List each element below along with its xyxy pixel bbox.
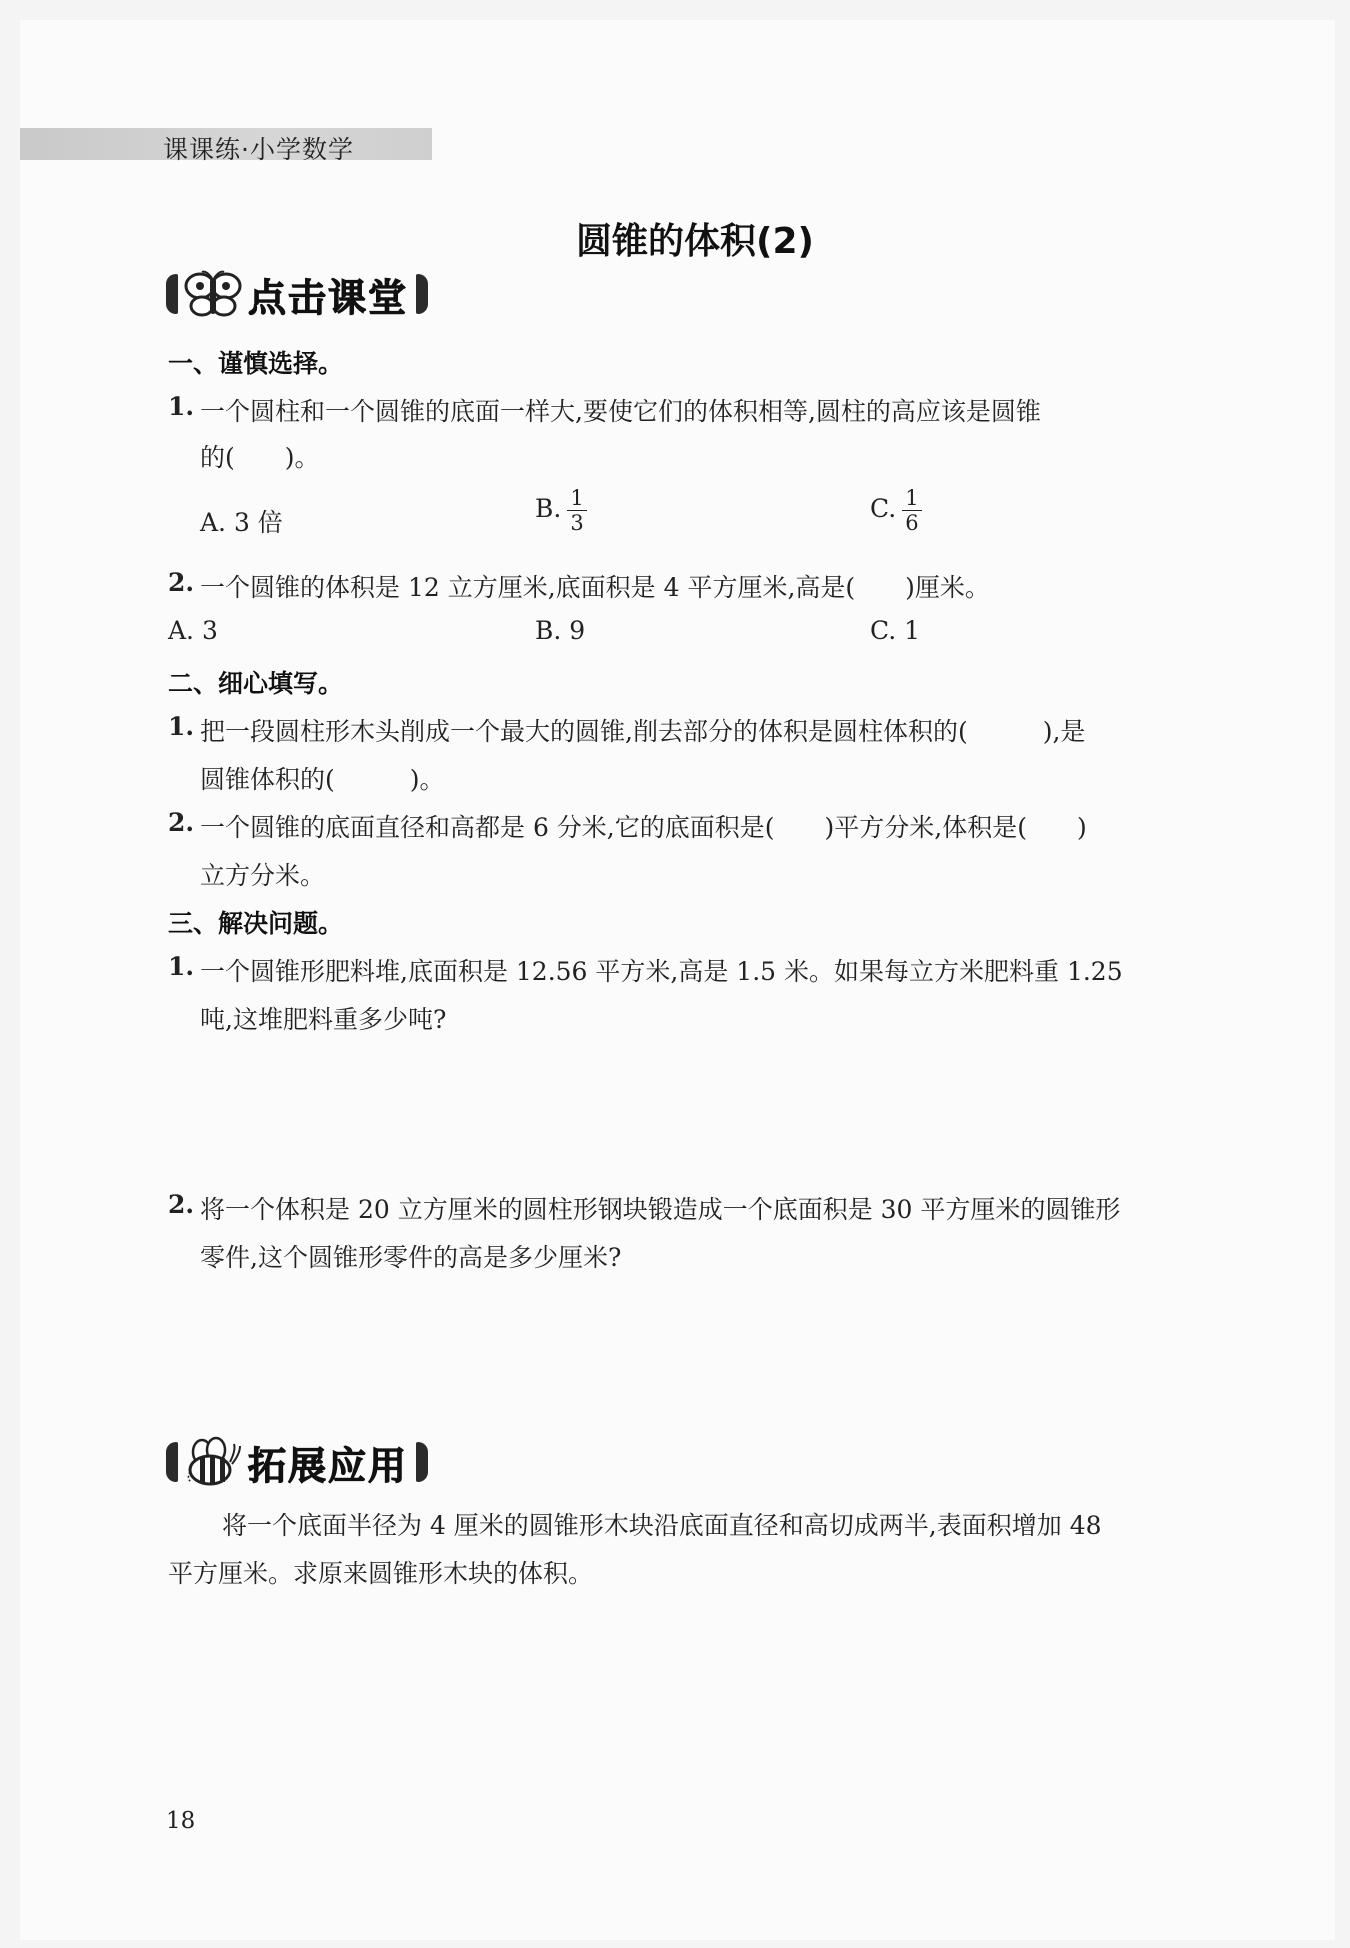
section-heading-fill: 二、细心填写。 — [168, 669, 344, 698]
extension-text-line2: 平方厘米。求原来圆锥形木块的体积。 — [168, 1559, 594, 1588]
q3-2-text-line1: 将一个体积是 20 立方厘米的圆柱形钢块锻造成一个底面积是 30 平方厘米的圆锥形 — [200, 1195, 1121, 1224]
banner-cap-left — [166, 274, 178, 314]
q1-1-option-b-fraction — [567, 486, 586, 535]
q1-2-number: 2. — [168, 568, 195, 597]
page-title: 圆锥的体积(2) — [576, 221, 814, 262]
fraction-numerator: 1 — [902, 486, 921, 511]
q3-2-text-line2: 零件,这个圆锥形零件的高是多少厘米? — [200, 1243, 622, 1272]
q1-1-option-a: A. 3 倍 — [200, 508, 283, 537]
butterfly-icon — [178, 268, 248, 320]
bee-icon — [178, 1436, 248, 1488]
q3-1-number: 1. — [168, 952, 195, 981]
q1-2-option-b: B. 9 — [535, 616, 586, 645]
q2-2-number: 2. — [168, 808, 195, 837]
q1-2-option-c: C. 1 — [870, 616, 921, 645]
banner-classroom-label: 点击课堂 — [248, 275, 409, 320]
q1-2-text-line1: 一个圆锥的体积是 12 立方厘米,底面积是 4 平方厘米,高是( )厘米。 — [200, 573, 990, 602]
section-heading-problems: 三、解决问题。 — [168, 909, 344, 938]
section-heading-choice: 一、谨慎选择。 — [168, 349, 344, 378]
book-title: 课课练·小学数学 — [163, 135, 354, 164]
q1-1-option-b-prefix: B. — [535, 494, 562, 523]
fraction-denominator: 6 — [905, 511, 919, 535]
banner-extension — [166, 1436, 428, 1488]
extension-text-line1: 将一个底面半径为 4 厘米的圆锥形木块沿底面直径和高切成两半,表面积增加 48 — [222, 1511, 1102, 1540]
q3-1-text-line2: 吨,这堆肥料重多少吨? — [200, 1005, 447, 1034]
banner-cap-right — [416, 1442, 428, 1482]
fraction-numerator: 1 — [567, 486, 586, 511]
q1-1-option-c-fraction — [902, 486, 921, 535]
q3-1-text-line1: 一个圆锥形肥料堆,底面积是 12.56 平方米,高是 1.5 米。如果每立方米肥料重 1.25 — [200, 957, 1123, 986]
q2-2-text-line1: 一个圆锥的底面直径和高都是 6 分米,它的底面积是( )平方分米,体积是( ) — [200, 813, 1087, 842]
q1-1-number: 1. — [168, 392, 195, 421]
q2-1-text-line2: 圆锥体积的( )。 — [200, 765, 445, 794]
q1-1-text-line2: 的( )。 — [200, 443, 320, 472]
q2-2-text-line2: 立方分米。 — [200, 861, 326, 890]
q3-2-number: 2. — [168, 1190, 195, 1219]
banner-extension-label: 拓展应用 — [248, 1443, 409, 1488]
q1-1-option-c — [870, 486, 922, 535]
q1-1-option-b — [535, 486, 587, 535]
q1-2-option-a: A. 3 — [168, 616, 218, 645]
banner-cap-left — [166, 1442, 178, 1482]
q2-1-number: 1. — [168, 712, 195, 741]
q2-1-text-line1: 把一段圆柱形木头削成一个最大的圆锥,削去部分的体积是圆柱体积的( ),是 — [200, 717, 1086, 746]
banner-classroom — [166, 268, 428, 320]
q1-1-text-line1: 一个圆柱和一个圆锥的底面一样大,要使它们的体积相等,圆柱的高应该是圆锥 — [200, 397, 1041, 426]
banner-cap-right — [416, 274, 428, 314]
page-number: 18 — [166, 1808, 196, 1834]
q1-1-option-c-prefix: C. — [870, 494, 897, 523]
fraction-denominator: 3 — [570, 511, 584, 535]
